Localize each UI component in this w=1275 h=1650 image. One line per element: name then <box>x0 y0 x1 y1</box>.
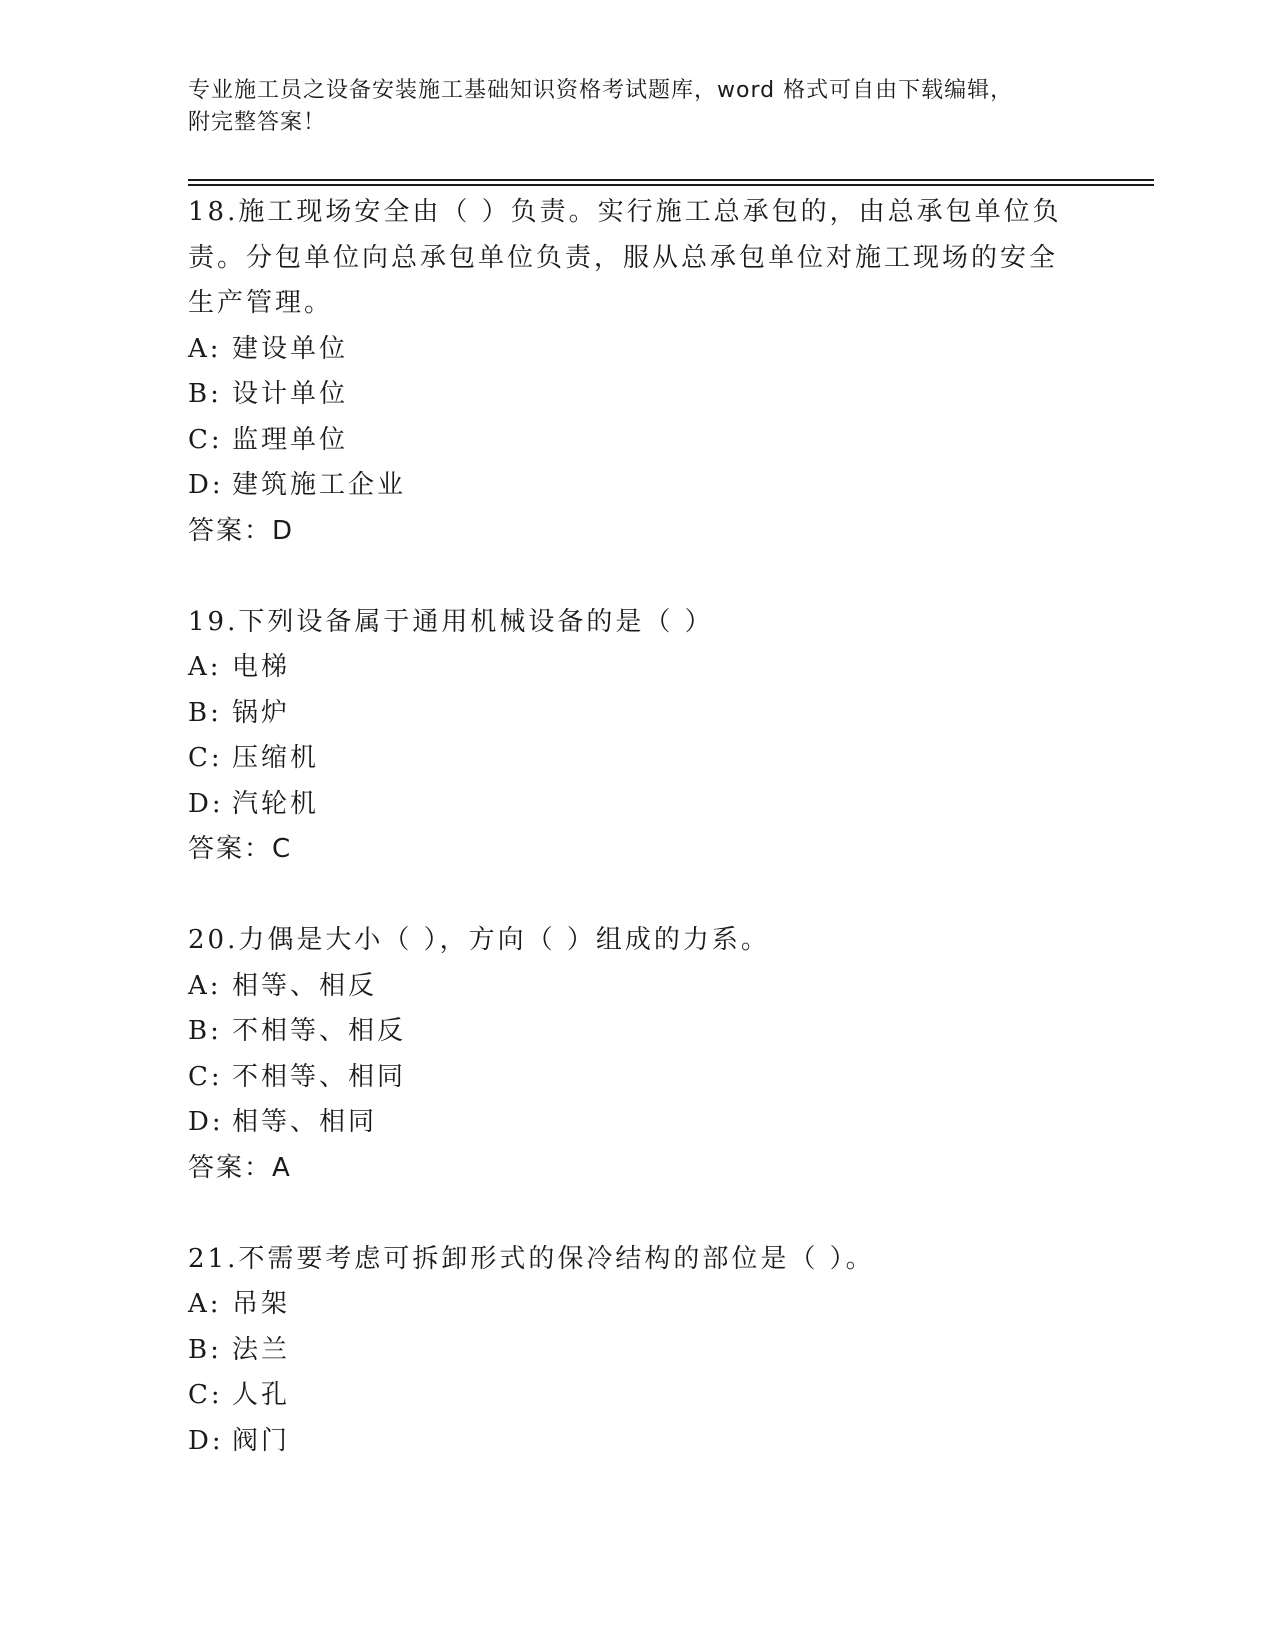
option-letter: A: <box>188 333 222 364</box>
option-letter: A: <box>188 652 222 682</box>
header-line-2: 附完整答案！ <box>188 110 327 135</box>
option-b <box>188 1328 1088 1374</box>
question-stem-line: 责。分包单位向总承包单位负责，服从总承包单位对施工现场的安全 <box>188 242 1059 273</box>
option-a <box>188 327 1088 373</box>
option-c <box>188 1373 1088 1419</box>
question-spacer <box>188 554 1088 600</box>
header-divider-bottom <box>188 184 1154 186</box>
option-letter: C: <box>188 743 223 773</box>
option-letter: A: <box>188 970 222 1001</box>
option-letter: B: <box>188 1016 222 1046</box>
question-list <box>188 190 1088 1464</box>
question-stem <box>188 918 1088 964</box>
answer-line: 答案：C <box>188 834 293 864</box>
option-d <box>188 1419 1088 1465</box>
question-spacer <box>188 873 1088 919</box>
option-d <box>188 463 1088 509</box>
option-letter: C: <box>188 1061 223 1092</box>
option-letter: B: <box>188 1334 222 1365</box>
option-c <box>188 418 1088 464</box>
option-text: 压缩机 <box>232 743 320 773</box>
option-text: 设计单位 <box>232 379 349 409</box>
option-text: 建筑施工企业 <box>232 470 407 500</box>
option-letter: C: <box>188 1380 223 1410</box>
option-a <box>188 1282 1088 1328</box>
question-stem-line: 19.下列设备属于通用机械设备的是（ ） <box>188 606 714 637</box>
option-letter: B: <box>188 379 222 409</box>
option-text: 相等、相反 <box>232 970 378 1001</box>
option-text: 相等、相同 <box>232 1107 378 1137</box>
option-d <box>188 1100 1088 1146</box>
question-stem-line: 21.不需要考虑可拆卸形式的保冷结构的部位是（ ）。 <box>188 1243 875 1274</box>
option-d <box>188 782 1088 828</box>
option-text: 法兰 <box>232 1334 291 1365</box>
option-text: 监理单位 <box>232 424 349 455</box>
document-header <box>188 75 1068 139</box>
question-stem <box>188 600 1088 646</box>
answer-line: 答案：D <box>188 515 295 546</box>
question-stem <box>188 190 1088 327</box>
option-text: 电梯 <box>232 652 291 682</box>
question-stem-line: 生产管理。 <box>188 288 334 318</box>
option-letter: D: <box>188 788 224 819</box>
option-text: 不相等、相反 <box>232 1016 407 1046</box>
question-stem-line: 20.力偶是大小（ ），方向（ ）组成的力系。 <box>188 925 770 955</box>
option-text: 阀门 <box>232 1425 291 1456</box>
option-a <box>188 645 1088 691</box>
option-b <box>188 372 1088 418</box>
option-letter: D: <box>188 1425 224 1456</box>
option-letter: D: <box>188 1107 224 1137</box>
option-text: 吊架 <box>232 1289 291 1319</box>
option-text: 锅炉 <box>232 697 291 728</box>
option-a <box>188 964 1088 1010</box>
option-letter: A: <box>188 1289 222 1319</box>
question-stem <box>188 1237 1088 1283</box>
option-letter: D: <box>188 470 224 500</box>
option-letter: B: <box>188 697 222 728</box>
question-18 <box>188 190 1088 554</box>
option-c <box>188 1055 1088 1101</box>
question-20 <box>188 918 1088 1191</box>
question-19 <box>188 600 1088 873</box>
option-text: 不相等、相同 <box>232 1061 407 1092</box>
header-divider-top <box>188 179 1154 181</box>
option-text: 人孔 <box>232 1380 291 1410</box>
option-letter: C: <box>188 424 223 455</box>
option-text: 汽轮机 <box>232 788 320 819</box>
question-21 <box>188 1237 1088 1465</box>
answer-line: 答案：A <box>188 1152 292 1183</box>
question-stem-line: 18.施工现场安全由（ ）负责。实行施工总承包的，由总承包单位负 <box>188 197 1062 227</box>
option-text: 建设单位 <box>232 333 349 364</box>
option-b <box>188 1009 1088 1055</box>
header-line-1: 专业施工员之设备安装施工基础知识资格考试题库，word 格式可自由下载编辑， <box>188 78 1014 103</box>
question-spacer <box>188 1191 1088 1237</box>
option-b <box>188 691 1088 737</box>
option-c <box>188 736 1088 782</box>
